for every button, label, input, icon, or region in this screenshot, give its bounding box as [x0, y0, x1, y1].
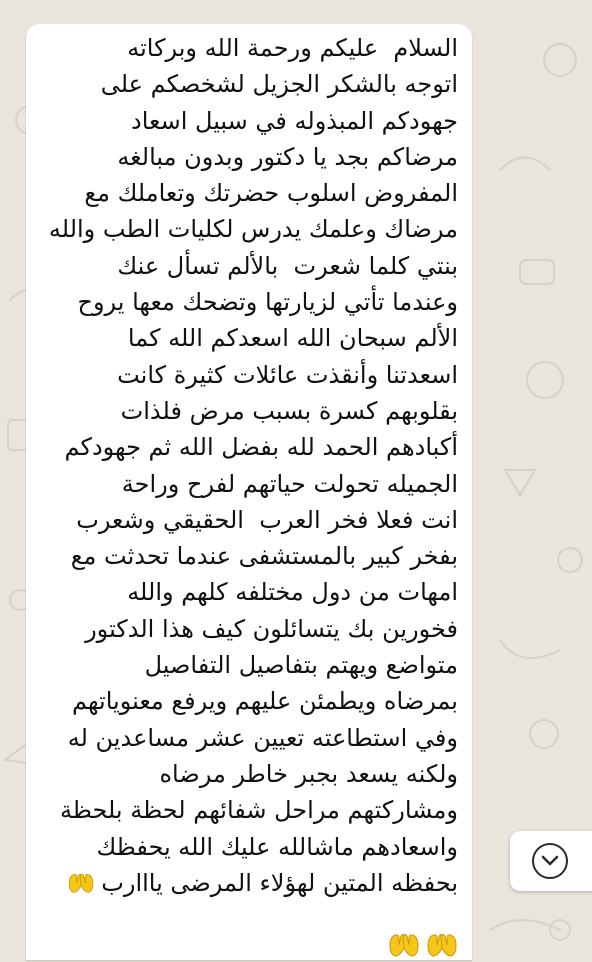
message-line-text: اسعدتنا وأنقذت عائلات كثيرة كانت	[117, 360, 458, 389]
message-line	[22, 429, 458, 465]
raising-hands-emoji	[426, 932, 458, 958]
message-line-text: الجميله تحولت حياتهم لفرح وراحة	[121, 469, 458, 498]
message-bubble[interactable]	[26, 24, 472, 960]
message-line-text: امهات من دول مختلفه كلهم والله	[127, 578, 458, 607]
scroll-to-bottom-panel	[510, 831, 592, 891]
message-line	[22, 683, 458, 719]
message-line-text: مرضاك وعلمك يدرس لكليات الطب والله	[48, 215, 458, 244]
message-line-text: اتوجه بالشكر الجزيل لشخصكم على	[100, 70, 458, 99]
message-line	[22, 284, 458, 320]
emoji-line	[388, 932, 458, 958]
message-line	[22, 829, 458, 865]
message-line	[22, 756, 458, 792]
message-line-text: بفخر كبير بالمستشفى عندما تحدثت مع	[70, 542, 458, 571]
message-line-text: واسعادهم ماشالله عليك الله يحفظك	[96, 832, 458, 861]
message-line-text: انت فعلا فخر العرب الحقيقي وشعرب	[76, 505, 458, 534]
message-line	[22, 66, 458, 102]
message-text	[22, 30, 458, 901]
message-line	[22, 320, 458, 356]
message-line-text: جهودكم المبذوله في سبيل اسعاد	[131, 106, 458, 135]
message-line	[22, 248, 458, 284]
message-line	[22, 720, 458, 756]
scroll-down-button[interactable]	[532, 843, 568, 879]
message-line	[22, 792, 458, 828]
raising-hands-emoji	[67, 869, 95, 897]
message-line	[22, 611, 458, 647]
chevron-down-icon	[541, 855, 559, 867]
message-line	[22, 103, 458, 139]
message-line-text: الألم سبحان الله اسعدكم الله كما	[127, 324, 458, 353]
message-line-text: ولكنه يسعد بجبر خاطر مرضاه	[159, 759, 458, 788]
message-line-text: أكبادهم الحمد لله بفضل الله ثم جهودكم	[64, 433, 458, 462]
message-line-text: بنتي كلما شعرت بالألم تسأل عنك	[117, 251, 458, 280]
message-line-text: المفروض اسلوب حضرتك وتعاملك مع	[84, 179, 458, 208]
message-line-text: ومشاركتهم مراحل شفائهم لحظة بلحظة	[59, 796, 458, 825]
message-line-text: مرضاكم بجد يا دكتور وبدون مبالغه	[117, 142, 458, 171]
message-line	[22, 538, 458, 574]
message-line-text: وعندما تأتي لزيارتها وتضحك معها يروح	[77, 288, 458, 317]
message-line	[22, 502, 458, 538]
message-line	[22, 647, 458, 683]
message-line	[22, 393, 458, 429]
message-line-text: فخورين بك يتسائلون كيف هذا الدكتور	[85, 614, 458, 643]
message-line-text: متواضع ويهتم بتفاصيل التفاصيل	[144, 651, 458, 680]
message-line	[22, 211, 458, 247]
message-line	[22, 139, 458, 175]
message-line-text: بقلوبهم كسرة بسبب مرض فلذات	[120, 396, 458, 425]
message-line-text: وفي استطاعته تعيين عشر مساعدين له	[67, 723, 458, 752]
message-line	[22, 357, 458, 393]
message-line-text: بمرضاه ويطمئن عليهم ويرفع معنوياتهم	[71, 687, 458, 716]
message-line	[22, 30, 458, 66]
message-line	[22, 865, 458, 901]
message-line	[22, 175, 458, 211]
message-line	[22, 466, 458, 502]
message-line-text: بحفظه المتين لهؤلاء المرضى يااارب	[101, 868, 458, 897]
raising-hands-emoji	[388, 932, 420, 958]
message-line-text: السلام عليكم ورحمة الله وبركاته	[127, 34, 458, 62]
message-line	[22, 574, 458, 610]
